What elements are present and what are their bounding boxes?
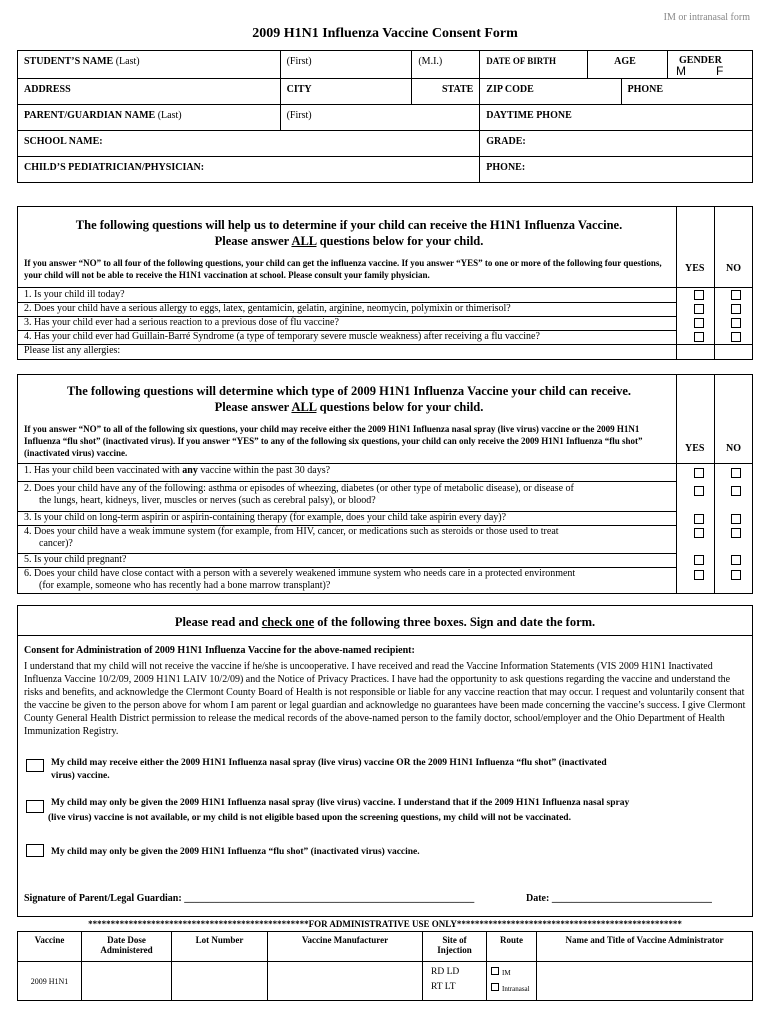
q2-yes-checkbox[interactable] bbox=[694, 486, 704, 496]
school-name-field[interactable]: SCHOOL NAME: bbox=[18, 131, 480, 157]
q4-yes-checkbox[interactable] bbox=[694, 528, 704, 538]
admin-header-vaccine: Vaccine bbox=[18, 932, 82, 962]
q5-yes-checkbox[interactable] bbox=[694, 555, 704, 565]
q2-no-checkbox[interactable] bbox=[731, 304, 741, 314]
allergies-list-field[interactable]: Please list any allergies: bbox=[24, 345, 121, 356]
q4-no-checkbox[interactable] bbox=[731, 332, 741, 342]
student-first-name-field[interactable]: (First) bbox=[280, 51, 412, 79]
q1-no-checkbox[interactable] bbox=[731, 468, 741, 478]
phone-field[interactable]: PHONE bbox=[668, 79, 753, 105]
physician-phone-field[interactable]: PHONE: bbox=[480, 157, 753, 183]
parent-last-name-field[interactable]: PARENT/GUARDIAN NAME (Last) bbox=[18, 105, 281, 131]
question-weak-immune: 4. Does your child have a weak immune system (for example, from HIV, cancer, or medications such as steroids or those used to treat cancer)? bbox=[24, 526, 559, 549]
admin-lot-cell[interactable] bbox=[172, 962, 268, 1001]
form-variant-note: IM or intranasal form bbox=[663, 12, 750, 23]
admin-header-lot: Lot Number bbox=[172, 932, 268, 962]
consent-title: Consent for Administration of 2009 H1N1 Influenza Vaccine for the above-named recipient: bbox=[24, 645, 415, 656]
admin-header-site: Site of Injection bbox=[423, 932, 487, 962]
admin-site-cell[interactable] bbox=[423, 962, 487, 1001]
q1-no-checkbox[interactable] bbox=[731, 290, 741, 300]
admin-vaccine-value: 2009 H1N1 bbox=[18, 962, 82, 1001]
state-field[interactable]: STATE bbox=[412, 79, 480, 105]
question-close-contact: 6. Does your child have close contact with a person with a severely weakened immune system who needs care in a protected environment (for example, someone who has recently had a bone marrow transplant)? bbox=[24, 568, 576, 591]
daytime-phone-field[interactable]: DAYTIME PHONE bbox=[480, 105, 753, 131]
no-column-label: NO bbox=[726, 443, 741, 454]
admin-administrator-cell[interactable] bbox=[537, 962, 753, 1001]
page-title: 2009 H1N1 Influenza Vaccine Consent Form bbox=[252, 26, 518, 41]
consent-heading: Please read and check one of the following three boxes. Sign and date the form. bbox=[174, 615, 596, 629]
admin-route-cell[interactable]: IM Intranasal bbox=[487, 962, 537, 1001]
grade-field[interactable]: GRADE: bbox=[480, 131, 753, 157]
date-line[interactable]: Date: ________________________________ bbox=[526, 893, 712, 904]
option-nasal-only-label: My child may only be given the 2009 H1N1 Influenza nasal spray (live virus) vaccine. I understand that if the 2009 H1N1 Influenza nasal spray (live virus) vaccine is not available, or my child is not eligible based upon the screening questions, my child will not be vaccinated. bbox=[48, 798, 630, 823]
yes-column-label: YES bbox=[685, 443, 705, 454]
question-flu-reaction: 3. Has your child ever had a serious reaction to a previous dose of flu vaccine? bbox=[24, 317, 339, 328]
q3-no-checkbox[interactable] bbox=[731, 318, 741, 328]
q3-no-checkbox[interactable] bbox=[731, 514, 741, 524]
city-field[interactable]: CITY bbox=[280, 79, 412, 105]
student-mi-field[interactable]: (M.I.) bbox=[412, 51, 480, 79]
option-either-vaccine-checkbox[interactable] bbox=[26, 759, 44, 772]
option-either-vaccine-label: My child may receive either the 2009 H1N1 Influenza nasal spray (live virus) vaccine OR the 2009 H1N1 Influenza “flu shot” (inactivated virus) vaccine. bbox=[51, 758, 607, 781]
section2-instructions: If you answer “NO” to all of the following six questions, your child may receive either the 2009 H1N1 Influenza nasal spray (live virus) vaccine or the 2009 H1N1 Influenza “flu shot” (inactivated virus). If you answer “YES” to any of the following six questions, your child can only receive the 2009 H1N1 Influenza “flu shot” (inactivated virus) vaccine. bbox=[24, 424, 643, 458]
signature-line[interactable]: Signature of Parent/Legal Guardian: __________________________________________________________ bbox=[24, 893, 475, 904]
question-guillain-barre: 4. Has your child ever had Guillain-Barré Syndrome (a type of temporary severe muscle weakness) after receiving a flu vaccine? bbox=[24, 331, 540, 342]
admin-table bbox=[17, 931, 753, 1001]
section2-heading: The following questions will determine which type of 2009 H1N1 Influenza Vaccine your child can receive. Please answer ALL questions below for your child. bbox=[66, 384, 632, 414]
gender-m: M bbox=[676, 64, 687, 78]
q1-yes-checkbox[interactable] bbox=[694, 468, 704, 478]
admin-header-administrator: Name and Title of Vaccine Administrator bbox=[537, 932, 753, 962]
q3-yes-checkbox[interactable] bbox=[694, 514, 704, 524]
admin-header-date: Date Dose Administered bbox=[82, 932, 172, 962]
q4-yes-checkbox[interactable] bbox=[694, 332, 704, 342]
route-im-checkbox[interactable] bbox=[491, 967, 499, 975]
q4-no-checkbox[interactable] bbox=[731, 528, 741, 538]
admin-header-route: Route bbox=[487, 932, 537, 962]
student-info-table bbox=[17, 50, 753, 183]
physician-field[interactable]: CHILD’S PEDIATRICIAN/PHYSICIAN: bbox=[18, 157, 480, 183]
site-options-row2: RT LT bbox=[431, 982, 456, 992]
question-vaccinated-30-days: 1. Has your child been vaccinated with any vaccine within the past 30 days? bbox=[24, 465, 331, 476]
question-aspirin-therapy: 3. Is your child on long-term aspirin or aspirin-containing therapy (for example, does your child take aspirin every day)? bbox=[24, 512, 507, 523]
consent-section bbox=[17, 605, 753, 917]
q2-no-checkbox[interactable] bbox=[731, 486, 741, 496]
address-field[interactable]: ADDRESS bbox=[18, 79, 281, 105]
admin-date-cell[interactable] bbox=[82, 962, 172, 1001]
admin-manufacturer-cell[interactable] bbox=[268, 962, 423, 1001]
admin-header-manufacturer: Vaccine Manufacturer bbox=[268, 932, 423, 962]
option-flu-shot-only-label: My child may only be given the 2009 H1N1 Influenza “flu shot” (inactivated virus) vaccine. bbox=[51, 847, 420, 857]
admin-use-banner: *************************************************FOR ADMINISTRATIVE USE ONLY************************************************** bbox=[88, 919, 682, 929]
no-column-label: NO bbox=[726, 263, 741, 274]
parent-first-name-field[interactable]: (First) bbox=[280, 105, 480, 131]
vaccine-type-questions-section bbox=[17, 374, 753, 594]
q3-yes-checkbox[interactable] bbox=[694, 318, 704, 328]
gender-field[interactable]: GENDER M F bbox=[668, 51, 753, 79]
eligibility-questions-section bbox=[17, 206, 753, 360]
question-chronic-conditions: 2. Does your child have any of the following: asthma or episodes of wheezing, diabetes (or other type of metabolic disease), or disease of the lungs, heart, kidneys, liver, muscles or nerves (such as cerebral palsy), or blood? bbox=[24, 483, 574, 506]
q2-yes-checkbox[interactable] bbox=[694, 304, 704, 314]
q1-yes-checkbox[interactable] bbox=[694, 290, 704, 300]
zip-code-field[interactable]: ZIP CODE bbox=[480, 79, 668, 105]
gender-f: F bbox=[716, 64, 724, 78]
route-intranasal-checkbox[interactable] bbox=[491, 983, 499, 991]
question-pregnant: 5. Is your child pregnant? bbox=[24, 554, 127, 565]
section1-heading: The following questions will help us to determine if your child can receive the H1N1 Influenza Vaccine. Please answer ALL questions below for your child. bbox=[75, 218, 623, 248]
question-ill-today: 1. Is your child ill today? bbox=[24, 289, 125, 300]
yes-column-label: YES bbox=[685, 263, 705, 274]
q6-yes-checkbox[interactable] bbox=[694, 570, 704, 580]
section1-instructions: If you answer “NO” to all four of the following questions, your child can get the influenza vaccine. If you answer “YES” to one or more of the following four questions, your child will not be able to receive the H1N1 vaccination at school. Please consult your family physician. bbox=[24, 258, 662, 280]
option-flu-shot-only-checkbox[interactable] bbox=[26, 844, 44, 857]
student-last-name-field[interactable]: STUDENT’S NAME (Last) bbox=[18, 51, 281, 79]
question-serious-allergy: 2. Does your child have a serious allergy to eggs, latex, gentamicin, gelatin, arginine, neomycin, polymixin or thimerisol? bbox=[24, 303, 511, 314]
q5-no-checkbox[interactable] bbox=[731, 555, 741, 565]
option-nasal-only-checkbox[interactable] bbox=[26, 800, 44, 813]
consent-text: I understand that my child will not receive the vaccine if he/she is uncooperative. I have received and read the Vaccine Information Statements (VIS 2009 H1N1 Inactivated Influenza Vaccine 10/2/09, 2009 H1N1 LAIV 10/2/09) and the Notice of Privacy Practices. I have had the opportunity to ask questions regarding the vaccine and understand the risks and benefits, and acknowledge the Clermont County Board of Health is not responsible or liable for any vaccine reaction that may occur. I request and voluntarily consent that the vaccine be given to the person above for whom I am parent or legal guardian and acknowledge no guarantees have been made concerning the vaccine’s success. I give Clermont County General Health District permission to release the medical records of the above-named person to the family doctor, school/employer and the Ohio Department of Health Immunization Registry. bbox=[24, 661, 746, 737]
site-options-row1: RD LD bbox=[431, 967, 460, 977]
age-field[interactable]: AGE bbox=[588, 51, 668, 79]
q6-no-checkbox[interactable] bbox=[731, 570, 741, 580]
date-of-birth-field[interactable]: DATE OF BIRTH bbox=[480, 51, 588, 79]
